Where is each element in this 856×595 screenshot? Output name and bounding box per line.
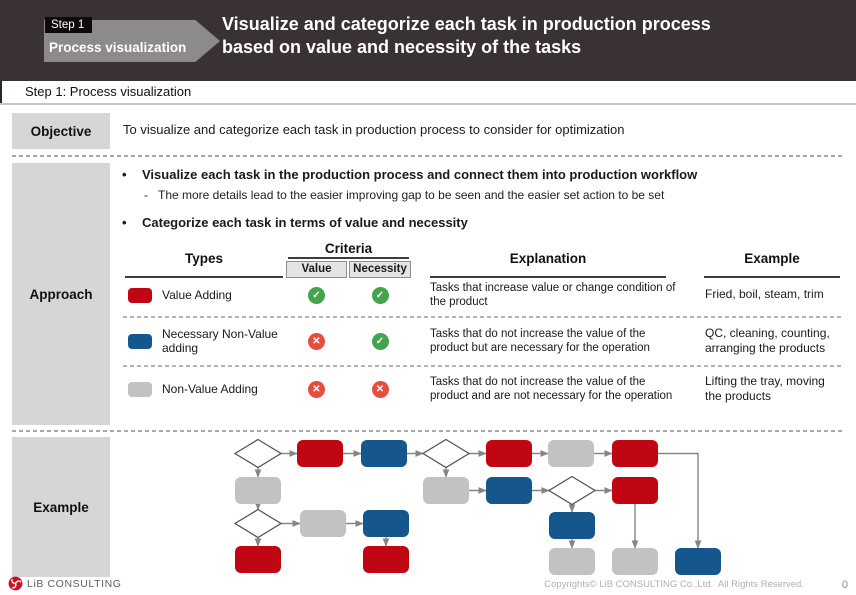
table-header-necessity: Necessity [349, 261, 411, 278]
gray-category-swatch [128, 382, 152, 397]
flow-connector-arrow [658, 454, 698, 549]
step-label: Process visualization [49, 40, 187, 55]
table-cell-example: Lifting the tray, moving the products [705, 373, 825, 404]
table-cell-explanation: Tasks that do not increase the value of the product but are necessary for the operation [430, 328, 650, 355]
copyright-text: Copyrights© LiB CONSULTING Co.,Ltd. All Rights Reserved. [544, 579, 804, 590]
approach-bullet-1 [118, 167, 846, 182]
blue-category-swatch [128, 334, 152, 349]
gray-task-node [300, 510, 346, 537]
step-badge: Step 1 [45, 17, 92, 33]
slide-header [0, 0, 856, 81]
cross-icon: ✕ [308, 333, 325, 350]
gray-task-node [548, 440, 594, 467]
table-cell-necessity [348, 333, 412, 350]
table-cell-example: QC, cleaning, counting, arranging the products [705, 325, 830, 356]
blue-task-node [363, 510, 409, 537]
type-label: Non-Value Adding [162, 382, 258, 397]
table-cell-explanation: Tasks that do not increase the value of the product and are not necessary for the operation [430, 376, 673, 403]
footer-logo-text: LiB CONSULTING [27, 577, 122, 590]
approach-table [123, 241, 844, 408]
red-task-node [297, 440, 343, 467]
red-task-node [363, 546, 409, 573]
table-cell-value [285, 333, 348, 350]
table-cell-value [285, 287, 348, 304]
section-divider [12, 155, 844, 157]
table-cell-necessity [348, 287, 412, 304]
gray-task-node [612, 548, 658, 575]
table-cell-type [123, 377, 285, 402]
left-edge-tick [0, 81, 2, 103]
approach-content [118, 163, 846, 408]
dash-marker: - [144, 188, 148, 202]
blue-task-node [486, 477, 532, 504]
lib-consulting-logo-icon [8, 576, 23, 591]
check-icon: ✓ [308, 287, 325, 304]
blue-task-node [549, 512, 595, 539]
red-task-node [612, 440, 658, 467]
approach-bullet-2 [118, 215, 846, 230]
table-row-divider [123, 316, 844, 318]
gray-task-node [549, 548, 595, 575]
decision-diamond-node [235, 440, 281, 468]
type-label: Value Adding [162, 287, 232, 302]
table-header-example: Example [704, 241, 840, 278]
section-label-objective: Objective [12, 113, 110, 149]
table-row-divider [123, 365, 844, 367]
table-cell-example: Fried, boil, steam, trim [705, 287, 824, 302]
gray-task-node [423, 477, 469, 504]
decision-diamond-node [549, 477, 595, 505]
approach-subbullet-1 [144, 188, 846, 202]
red-task-node [486, 440, 532, 467]
flowchart-svg [118, 432, 848, 584]
table-cell-value [285, 381, 348, 398]
check-icon: ✓ [372, 333, 389, 350]
section-label-example: Example [12, 437, 110, 577]
cross-icon: ✕ [308, 381, 325, 398]
approach-bullet-2-text: Categorize each task in terms of value and necessity [142, 215, 468, 230]
subheader-band [0, 81, 856, 105]
approach-bullet-1-text: Visualize each task in the production process and connect them into production workflow [142, 167, 698, 182]
type-label: Necessary Non-Value adding [162, 327, 278, 356]
table-cell-type [123, 283, 285, 308]
table-header-value: Value [286, 261, 347, 278]
table-cell-explanation: Tasks that increase value or change condition of the product [430, 282, 676, 309]
red-task-node [612, 477, 658, 504]
blue-task-node [675, 548, 721, 575]
approach-subbullet-1-text: The more details lead to the easier improving gap to be seen and the easier set action to be set [158, 188, 665, 202]
red-task-node [235, 546, 281, 573]
bullet-marker: • [122, 215, 127, 230]
table-header-explanation: Explanation [430, 241, 666, 278]
bullet-marker: • [122, 167, 127, 182]
table-header-types: Types [125, 241, 283, 278]
slide-title-line1: Visualize and categorize each task in production process [222, 14, 711, 34]
footer-logo [8, 576, 122, 591]
table-cell-necessity [348, 381, 412, 398]
gray-task-node [235, 477, 281, 504]
blue-task-node [361, 440, 407, 467]
decision-diamond-node [235, 510, 281, 538]
table-cell-type [123, 322, 285, 361]
objective-text: To visualize and categorize each task in production process to consider for optimization [123, 122, 625, 137]
red-category-swatch [128, 288, 152, 303]
table-header-criteria: Criteria [288, 241, 409, 259]
section-label-approach: Approach [12, 163, 110, 425]
page-number: 0 [841, 579, 848, 591]
slide-title-line2: based on value and necessity of the tasks [222, 37, 582, 58]
decision-diamond-node [423, 440, 469, 468]
cross-icon: ✕ [372, 381, 389, 398]
check-icon: ✓ [372, 287, 389, 304]
slide-title [222, 13, 711, 60]
subheader-text: Step 1: Process visualization [25, 84, 192, 99]
